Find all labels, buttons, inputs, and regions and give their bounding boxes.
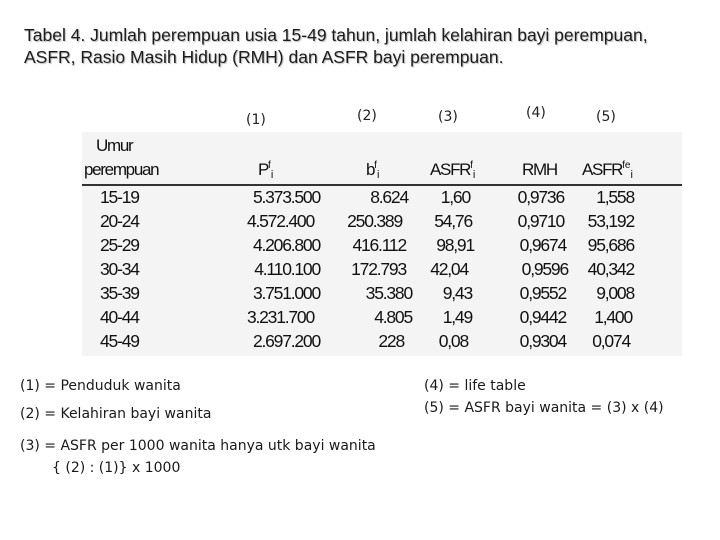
cell-asfrfe: 9,008: [596, 283, 634, 303]
cell-rmh: 0,9552: [519, 283, 566, 303]
cell-asfr: 9,43: [442, 283, 472, 303]
cell-p: 3.231.700: [246, 307, 314, 327]
cell-b: 4.805: [374, 307, 412, 327]
cell-asfr: 1,60: [440, 187, 470, 207]
col-number-5: (5): [596, 109, 616, 125]
cell-p: 4.206.800: [252, 235, 320, 255]
cell-b: 416.112: [352, 235, 406, 255]
col-number-1: (1): [246, 112, 266, 128]
header-b: $b^f_i$: [366, 160, 380, 181]
cell-asfrfe: 1,558: [596, 187, 634, 207]
header-rule: [82, 184, 682, 186]
header-rmh: RMH: [522, 160, 557, 179]
cell-b: 250.389: [347, 211, 402, 231]
cell-p: 3.751.000: [252, 283, 320, 303]
note-2: (2) = Kelahiran bayi wanita: [20, 406, 212, 422]
cell-rmh: 0,9736: [517, 187, 564, 207]
cell-age: 15-19: [100, 187, 139, 207]
cell-asfrfe: 0,074: [592, 331, 630, 351]
cell-b: 8.624: [370, 187, 408, 207]
cell-age: 35-39: [100, 283, 139, 303]
cell-asfr: 1,49: [442, 307, 472, 327]
header-p: $P^f_i$: [258, 160, 274, 181]
cell-age: 25-29: [100, 235, 139, 255]
header-asfr: $ASFR^f_i$: [430, 160, 476, 181]
cell-asfr: 0,08: [438, 331, 468, 351]
cell-rmh: 0,9674: [519, 235, 566, 255]
cell-age: 45-49: [100, 331, 139, 351]
cell-rmh: 0,9442: [519, 307, 566, 327]
cell-rmh: 0,9304: [519, 331, 566, 351]
cell-asfr: 54,76: [434, 211, 472, 231]
col-number-3: (3): [438, 109, 458, 125]
col-number-4: (4): [526, 105, 546, 121]
table-title: Tabel 4. Jumlah perempuan usia 15-49 tahun, jumlah kelahiran bayi perempuan, ASFR, Rasio Masih Hidup (RMH) dan ASFR bayi perempuan.: [24, 25, 648, 67]
header-perempuan: perempuan: [84, 160, 159, 179]
cell-p: 2.697.200: [252, 331, 320, 351]
cell-rmh: 0,9710: [517, 211, 564, 231]
header-asfr-fe: $ASFR^{fe}_i$: [582, 160, 633, 181]
note-3-formula: { (2) : (1)} x 1000: [52, 460, 181, 476]
cell-b: 228: [378, 331, 404, 351]
note-3: (3) = ASFR per 1000 wanita hanya utk bayi wanita: [20, 438, 376, 454]
cell-asfrfe: 95,686: [587, 235, 634, 255]
cell-b: 35.380: [365, 283, 412, 303]
cell-asfr: 42,04: [430, 259, 468, 279]
cell-rmh: 0,9596: [521, 259, 568, 279]
cell-age: 40-44: [100, 307, 139, 327]
note-5: (5) = ASFR bayi wanita = (3) x (4): [424, 400, 664, 416]
cell-asfrfe: 1,400: [594, 307, 632, 327]
cell-asfr: 98,91: [436, 235, 474, 255]
cell-b: 172.793: [351, 259, 406, 279]
header-umur: Umur: [96, 136, 133, 155]
cell-age: 20-24: [100, 211, 139, 231]
col-number-2: (2): [357, 108, 377, 124]
cell-asfrfe: 53,192: [587, 211, 634, 231]
cell-p: 4.110.100: [254, 259, 320, 279]
cell-p: 5.373.500: [252, 187, 320, 207]
note-1: (1) = Penduduk wanita: [20, 378, 181, 394]
cell-asfrfe: 40,342: [587, 259, 634, 279]
cell-p: 4.572.400: [246, 211, 314, 231]
data-table: [82, 132, 682, 356]
cell-age: 30-34: [100, 259, 139, 279]
note-4: (4) = life table: [424, 378, 526, 394]
